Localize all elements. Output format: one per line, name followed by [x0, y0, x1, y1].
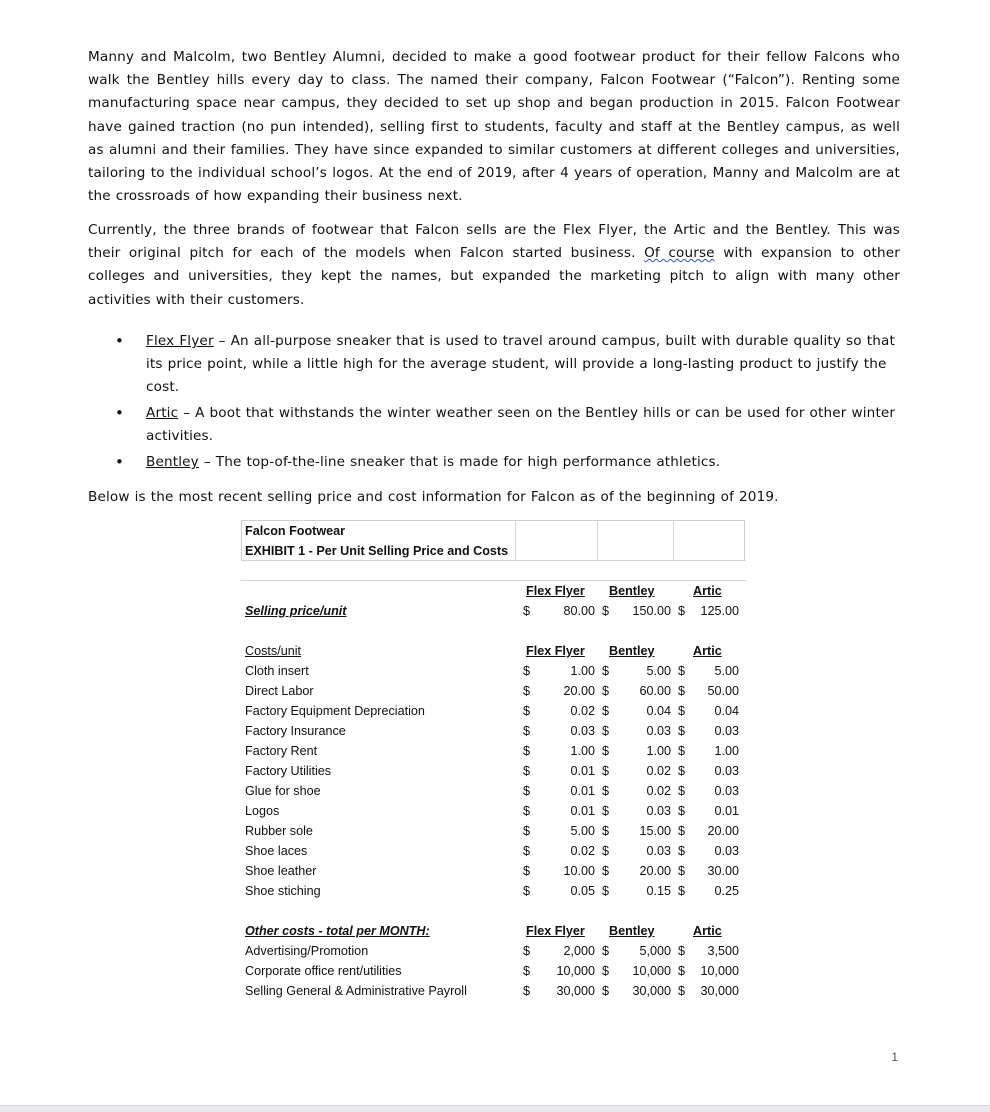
currency-symbol: $	[602, 704, 610, 718]
row-label: Logos	[245, 804, 280, 818]
currency-symbol: $	[602, 664, 610, 678]
currency-symbol: $	[678, 944, 686, 958]
currency-symbol: $	[523, 764, 531, 778]
page-number: 1	[891, 1050, 898, 1064]
costs-header-row	[241, 641, 746, 661]
cell-value: 0.05	[570, 884, 595, 898]
exhibit-1-table	[241, 520, 746, 1002]
cell-value: 2,000	[563, 944, 595, 958]
currency-symbol: $	[678, 964, 686, 978]
bullet-flex-flyer	[110, 330, 900, 399]
cell-value: 1.00	[570, 744, 595, 758]
column-header-flex-flyer: Flex Flyer	[526, 644, 585, 658]
price-artic: 125.00	[700, 604, 739, 618]
cell-value: 0.01	[714, 804, 739, 818]
other-costs-label: Other costs - total per MONTH:	[245, 924, 430, 938]
cell-value: 20.00	[563, 684, 595, 698]
cell-value: 1.00	[570, 664, 595, 678]
currency-symbol: $	[602, 684, 610, 698]
cell-value: 0.15	[646, 884, 671, 898]
currency-symbol: $	[602, 784, 610, 798]
cell-value: 3,500	[707, 944, 739, 958]
bullet-product-name: Flex Flyer	[146, 333, 214, 349]
selling-price-row	[241, 601, 746, 621]
currency-symbol: $	[602, 604, 610, 618]
currency-symbol: $	[523, 784, 531, 798]
table-row	[241, 781, 746, 801]
intro-paragraph: Manny and Malcolm, two Bentley Alumni, decided to make a good footwear product for their fellow Falcons who walk the Bentley hills every day to class. The named their company, Falcon Footwear (“Falcon”). Renting some manufacturing space near campus, they decided to set up shop and began production in 2015. Falcon Footwear have gained traction (no pun intended), selling first to students, faculty and staff at the Bentley campus, as well as alumni and their families. They have since expanded to similar customers at different colleges and universities, tailoring to the individual school’s logos. At the end of 2019, after 4 years of operation, Manny and Malcolm are at the crossroads of how expanding their business next.	[88, 49, 900, 205]
cell-value: 0.04	[646, 704, 671, 718]
bullet-product-name: Artic	[146, 405, 179, 421]
row-label: Cloth insert	[245, 664, 309, 678]
currency-symbol: $	[523, 824, 531, 838]
costs-section-label: Costs/unit	[245, 644, 301, 658]
column-header-artic: Artic	[693, 644, 722, 658]
table-row	[241, 761, 746, 781]
cell-value: 10.00	[563, 864, 595, 878]
selling-price-label: Selling price/unit	[245, 604, 347, 618]
brands-paragraph	[88, 219, 900, 312]
cell-value: 5.00	[714, 664, 739, 678]
cell-value: 5,000	[639, 944, 671, 958]
column-header-bentley: Bentley	[609, 584, 655, 598]
currency-symbol: $	[602, 804, 610, 818]
currency-symbol: $	[678, 884, 686, 898]
exhibit-lead-in: Below is the most recent selling price and cost information for Falcon as of the beginning of 2019.	[88, 489, 779, 505]
row-label: Direct Labor	[245, 684, 314, 698]
bullet-description: – An all-purpose sneaker that is used to travel around campus, built with durable quality so that its price point, while a little high for the average student, will provide a long-lasting product to justify the cost.	[146, 333, 895, 395]
table-row	[241, 961, 746, 981]
table-row	[241, 681, 746, 701]
cell-value: 1.00	[646, 744, 671, 758]
cell-value: 0.03	[570, 724, 595, 738]
cell-value: 0.02	[570, 844, 595, 858]
cell-value: 0.02	[646, 784, 671, 798]
row-label: Factory Equipment Depreciation	[245, 704, 425, 718]
table-row	[241, 801, 746, 821]
bullet-bentley	[110, 451, 900, 474]
row-label: Corporate office rent/utilities	[245, 964, 402, 978]
currency-symbol: $	[602, 884, 610, 898]
brands-paragraph-end: with expansion to other colleges and universities, they kept the names, but expanded the marketing pitch to align with many other activities with their customers.	[88, 245, 900, 308]
currency-symbol: $	[678, 744, 686, 758]
column-header-flex-flyer: Flex Flyer	[526, 924, 585, 938]
cell-value: 0.25	[714, 884, 739, 898]
table-row	[241, 861, 746, 881]
table-row	[241, 661, 746, 681]
currency-symbol: $	[602, 944, 610, 958]
column-header-bentley: Bentley	[609, 644, 655, 658]
currency-symbol: $	[678, 784, 686, 798]
bullet-product-name: Bentley	[146, 454, 199, 470]
currency-symbol: $	[523, 604, 531, 618]
currency-symbol: $	[678, 664, 686, 678]
cell-value: 1.00	[714, 744, 739, 758]
exhibit-company-row	[241, 521, 746, 541]
table-row	[241, 981, 746, 1001]
grammar-flagged-text[interactable]: Of course	[644, 245, 715, 262]
cell-value: 20.00	[707, 824, 739, 838]
currency-symbol: $	[678, 684, 686, 698]
cell-value: 30.00	[707, 864, 739, 878]
cell-value: 0.03	[714, 844, 739, 858]
exhibit-company: Falcon Footwear	[245, 524, 346, 538]
row-label: Advertising/Promotion	[245, 944, 369, 958]
currency-symbol: $	[602, 824, 610, 838]
currency-symbol: $	[678, 864, 686, 878]
row-label: Shoe stiching	[245, 884, 321, 898]
column-header-flex-flyer: Flex Flyer	[526, 584, 585, 598]
product-bullet-list	[110, 330, 900, 477]
table-row	[241, 701, 746, 721]
cell-value: 10,000	[700, 964, 739, 978]
currency-symbol: $	[678, 804, 686, 818]
cell-value: 0.01	[570, 764, 595, 778]
currency-symbol: $	[602, 764, 610, 778]
cell-value: 30,000	[556, 984, 595, 998]
cell-value: 20.00	[639, 864, 671, 878]
cell-value: 30,000	[632, 984, 671, 998]
column-header-artic: Artic	[693, 924, 722, 938]
table-row	[241, 881, 746, 901]
cell-value: 0.03	[714, 724, 739, 738]
row-label: Factory Insurance	[245, 724, 346, 738]
cell-value: 60.00	[639, 684, 671, 698]
cell-value: 0.01	[570, 784, 595, 798]
cell-value: 30,000	[700, 984, 739, 998]
cell-value: 5.00	[646, 664, 671, 678]
cell-value: 0.03	[646, 844, 671, 858]
currency-symbol: $	[523, 704, 531, 718]
currency-symbol: $	[523, 884, 531, 898]
price-bentley: 150.00	[632, 604, 671, 618]
table-row	[241, 741, 746, 761]
currency-symbol: $	[523, 804, 531, 818]
currency-symbol: $	[523, 684, 531, 698]
other-costs-header-row	[241, 921, 746, 941]
currency-symbol: $	[523, 964, 531, 978]
column-header-artic: Artic	[693, 584, 722, 598]
currency-symbol: $	[523, 944, 531, 958]
currency-symbol: $	[602, 844, 610, 858]
table-row	[241, 941, 746, 961]
currency-symbol: $	[678, 704, 686, 718]
cell-value: 0.03	[714, 784, 739, 798]
exhibit-title-row	[241, 541, 746, 561]
currency-symbol: $	[678, 824, 686, 838]
price-flex-flyer: 80.00	[563, 604, 595, 618]
currency-symbol: $	[678, 984, 686, 998]
bullet-description: – A boot that withstands the winter weather seen on the Bentley hills or can be used for other winter activities.	[146, 405, 896, 444]
currency-symbol: $	[602, 724, 610, 738]
currency-symbol: $	[523, 724, 531, 738]
currency-symbol: $	[523, 844, 531, 858]
currency-symbol: $	[523, 864, 531, 878]
currency-symbol: $	[523, 984, 531, 998]
table-row	[241, 821, 746, 841]
cell-value: 10,000	[632, 964, 671, 978]
currency-symbol: $	[678, 604, 686, 618]
cell-value: 0.04	[714, 704, 739, 718]
cell-value: 0.02	[570, 704, 595, 718]
cell-value: 5.00	[570, 824, 595, 838]
currency-symbol: $	[602, 864, 610, 878]
column-header-bentley: Bentley	[609, 924, 655, 938]
bullet-description: – The top-of-the-line sneaker that is made for high performance athletics.	[198, 454, 721, 470]
table-row	[241, 841, 746, 861]
currency-symbol: $	[678, 724, 686, 738]
selling-header-row	[241, 581, 746, 601]
cell-value: 50.00	[707, 684, 739, 698]
currency-symbol: $	[523, 744, 531, 758]
row-label: Rubber sole	[245, 824, 313, 838]
cell-value: 0.01	[570, 804, 595, 818]
cell-value: 0.03	[646, 804, 671, 818]
cell-value: 0.03	[646, 724, 671, 738]
currency-symbol: $	[678, 844, 686, 858]
currency-symbol: $	[523, 664, 531, 678]
row-label: Shoe leather	[245, 864, 317, 878]
brands-paragraph-start: Currently, the three brands of footwear that Falcon sells are the Flex Flyer, the Artic and the Bentley. This was their original pitch for each of the models when Falcon started business.	[88, 222, 900, 262]
row-label: Shoe laces	[245, 844, 308, 858]
row-label: Factory Utilities	[245, 764, 332, 778]
page-bottom-edge	[0, 1105, 990, 1112]
cell-value: 10,000	[556, 964, 595, 978]
cell-value: 15.00	[639, 824, 671, 838]
currency-symbol: $	[602, 984, 610, 998]
currency-symbol: $	[602, 964, 610, 978]
table-row	[241, 721, 746, 741]
row-label: Factory Rent	[245, 744, 318, 758]
exhibit-title: EXHIBIT 1 - Per Unit Selling Price and Costs	[245, 544, 509, 558]
row-label: Glue for shoe	[245, 784, 321, 798]
cell-value: 0.03	[714, 764, 739, 778]
currency-symbol: $	[602, 744, 610, 758]
currency-symbol: $	[678, 764, 686, 778]
row-label: Selling General & Administrative Payroll	[245, 984, 467, 998]
bullet-artic	[110, 402, 900, 448]
cell-value: 0.02	[646, 764, 671, 778]
